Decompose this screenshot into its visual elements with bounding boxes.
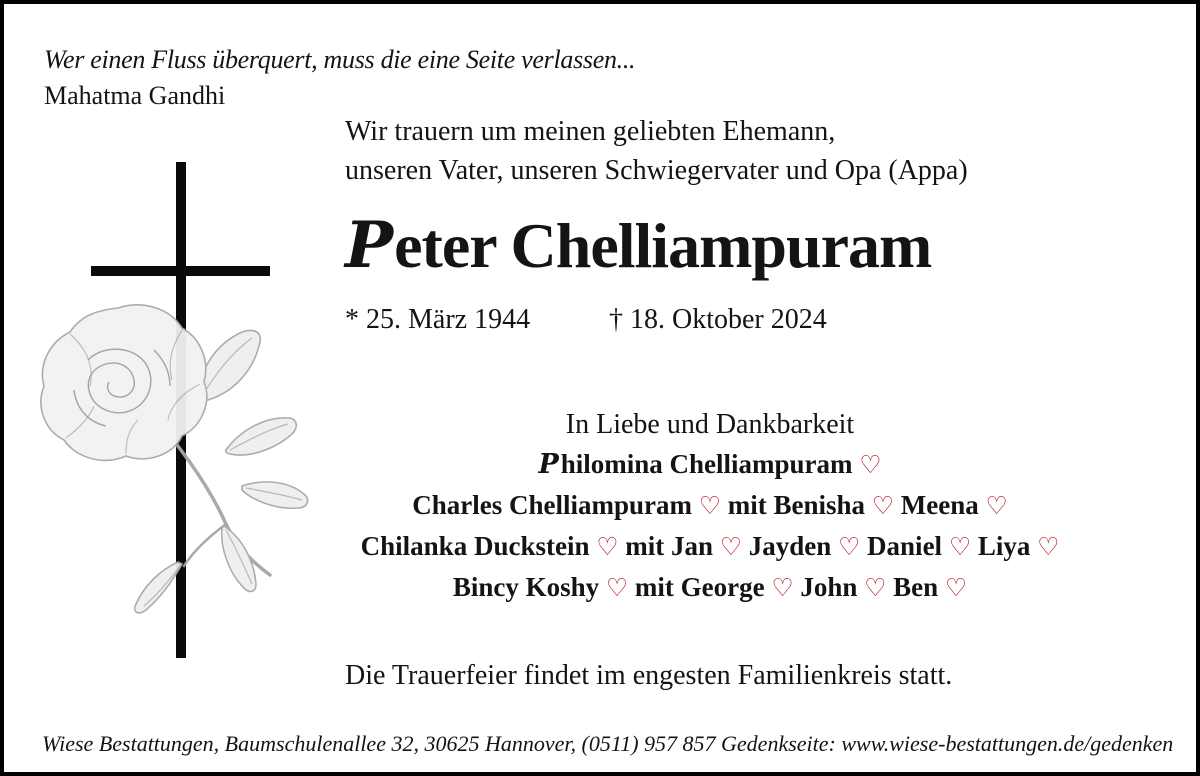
family-line <box>345 444 1075 485</box>
heart-icon: ♡ <box>771 573 794 602</box>
quote-author: Mahatma Gandhi <box>44 81 226 110</box>
family-name-text: Liya <box>971 531 1038 561</box>
family-name-text: Meena <box>894 490 986 520</box>
birth-date: * 25. März 1944 <box>345 304 531 335</box>
name-swash-initial: P <box>345 208 393 283</box>
quote-block <box>44 44 635 112</box>
family-name-text: John <box>793 572 865 602</box>
tribute-block <box>345 406 1075 608</box>
heart-icon: ♡ <box>1037 532 1060 561</box>
heart-icon: ♡ <box>605 573 629 602</box>
heart-icon: ♡ <box>864 573 887 602</box>
family-name-text: Chilanka Duckstein <box>360 531 597 561</box>
tribute-heading: In Liebe und Dankbarkeit <box>565 409 855 440</box>
life-dates <box>345 304 827 336</box>
name-swash-initial: P <box>538 449 559 480</box>
family-name-text: Jayden <box>742 531 839 561</box>
heart-icon: ♡ <box>944 573 968 602</box>
family-name-text: Ben <box>886 572 945 602</box>
heart-icon: ♡ <box>859 450 882 479</box>
cross-and-rose-art <box>30 150 320 674</box>
heart-icon: ♡ <box>698 491 721 520</box>
heart-icon: ♡ <box>719 532 742 561</box>
family-line <box>345 526 1075 567</box>
family-name-text: Bincy Koshy <box>452 572 606 602</box>
heart-icon: ♡ <box>596 532 619 561</box>
family-name-text: mit Benisha <box>720 490 872 520</box>
heart-icon: ♡ <box>985 491 1008 520</box>
cross-icon <box>91 266 270 276</box>
intro-line-2: unseren Vater, unseren Schwiegervater und Opa (Appa) <box>345 155 968 186</box>
family-lines <box>345 444 1075 608</box>
name-rest: eter Chelliampuram <box>394 210 932 281</box>
death-date: † 18. Oktober 2024 <box>609 304 827 335</box>
family-line <box>345 485 1075 526</box>
intro-line-1: Wir trauern um meinen geliebten Ehemann, <box>345 116 836 147</box>
family-line <box>345 567 1075 608</box>
funeral-notice: Die Trauerfeier findet im engesten Familienkreis statt. <box>345 660 953 691</box>
heart-icon: ♡ <box>871 491 895 520</box>
footer-funeral-home-info: Wiese Bestattungen, Baumschulenallee 32, 30625 Hannover, (0511) 957 857 Gedenkseite: www.wiese-bestattungen.de/gedenken <box>42 731 1174 756</box>
quote-text: Wer einen Fluss überquert, muss die eine Seite verlassen... <box>44 45 636 74</box>
family-name-text: hilomina Chelliampuram <box>560 449 860 479</box>
deceased-name <box>345 208 931 283</box>
family-name-text: Daniel <box>860 531 949 561</box>
family-name-text: mit Jan <box>618 531 720 561</box>
heart-icon: ♡ <box>948 532 972 561</box>
heart-icon: ♡ <box>838 532 861 561</box>
family-name-text: mit George <box>628 572 772 602</box>
family-name-text: Charles Chelliampuram <box>412 490 699 520</box>
intro-text <box>345 112 968 190</box>
rose-image <box>30 298 315 628</box>
